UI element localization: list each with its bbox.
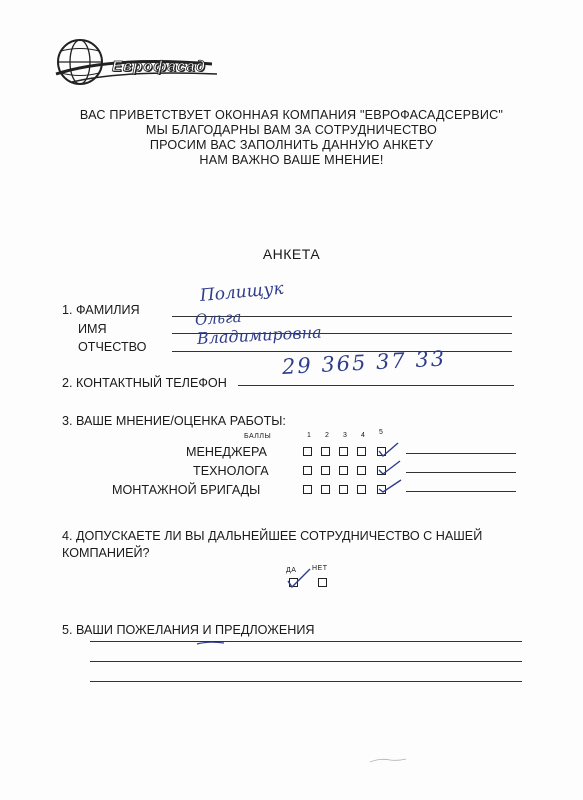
surname-field[interactable]: Полищук <box>199 278 285 306</box>
intro-line: МЫ БЛАГОДАРНЫ ВАМ ЗА СОТРУДНИЧЕСТВО <box>145 123 438 137</box>
patronymic-field[interactable]: Владимировна <box>196 322 323 348</box>
phone-field[interactable]: 29 365 37 33 <box>281 346 447 379</box>
scale-number: 4 <box>361 432 365 439</box>
rating-checkbox[interactable] <box>357 466 366 475</box>
rating-checkbox[interactable] <box>339 485 348 494</box>
scale-label: БАЛЛЫ <box>244 433 272 440</box>
rating-checkbox[interactable] <box>303 485 312 494</box>
name-label: ИМЯ <box>78 322 107 336</box>
suggestions-label: 5. ВАШИ ПОЖЕЛАНИЯ И ПРЕДЛОЖЕНИЯ <box>62 623 315 637</box>
cooperation-question: 4. ДОПУСКАЕТЕ ЛИ ВЫ ДАЛЬНЕЙШЕЕ СОТРУДНИЧЕСТВО С НАШЕЙ <box>62 529 483 543</box>
suggestions-line[interactable] <box>90 641 522 642</box>
intro-line: ПРОСИМ ВАС ЗАПОЛНИТЬ ДАННУЮ АНКЕТУ <box>149 138 434 152</box>
rating-comment-line <box>406 453 516 454</box>
rating-row-label: МОНТАЖНОЙ БРИГАДЫ <box>112 483 261 497</box>
form-title: АНКЕТА <box>262 246 321 262</box>
suggestions-line[interactable] <box>90 661 522 662</box>
scale-number: 2 <box>325 432 329 439</box>
scale-number: 1 <box>307 432 311 439</box>
rating-label: 3. ВАШЕ МНЕНИЕ/ОЦЕНКА РАБОТЫ: <box>62 414 286 428</box>
intro-line: НАМ ВАЖНО ВАШЕ МНЕНИЕ! <box>199 153 384 167</box>
intro-text <box>0 108 583 168</box>
no-checkbox[interactable] <box>318 578 327 587</box>
rating-comment-line <box>406 491 516 492</box>
yes-label: ДА <box>286 567 297 574</box>
rating-checkbox[interactable] <box>321 447 330 456</box>
rating-checkbox[interactable] <box>303 447 312 456</box>
no-label: НЕТ <box>312 565 328 572</box>
rating-checkbox[interactable] <box>357 485 366 494</box>
rating-checkbox[interactable] <box>303 466 312 475</box>
faint-scribble <box>368 755 408 765</box>
company-logo <box>52 34 222 90</box>
rating-checkbox[interactable] <box>321 485 330 494</box>
rating-checkbox[interactable] <box>321 466 330 475</box>
intro-line: ВАС ПРИВЕТСТВУЕТ ОКОННАЯ КОМПАНИЯ "ЕВРОФАСАДСЕРВИС" <box>79 108 504 122</box>
surname-label: 1. ФАМИЛИЯ <box>62 303 140 317</box>
patronymic-label: ОТЧЕСТВО <box>78 340 147 354</box>
phone-line <box>238 385 514 386</box>
handwritten-check-marks <box>374 438 404 500</box>
rating-comment-line <box>406 472 516 473</box>
handwritten-check-mark <box>285 566 315 590</box>
phone-label: 2. КОНТАКТНЫЙ ТЕЛЕФОН <box>62 376 227 390</box>
suggestions-line[interactable] <box>90 681 522 682</box>
rating-row-label: МЕНЕДЖЕРА <box>186 445 267 459</box>
scale-number: 3 <box>343 432 347 439</box>
cooperation-question-cont: КОМПАНИЕЙ? <box>62 546 150 560</box>
logo-text: Еврофасад <box>112 58 206 75</box>
rating-checkbox[interactable] <box>339 447 348 456</box>
rating-row-label: ТЕХНОЛОГА <box>193 464 269 478</box>
name-field[interactable]: Ольга <box>194 307 243 329</box>
scale-number: 5 <box>379 429 383 436</box>
rating-checkbox[interactable] <box>357 447 366 456</box>
rating-checkbox[interactable] <box>339 466 348 475</box>
